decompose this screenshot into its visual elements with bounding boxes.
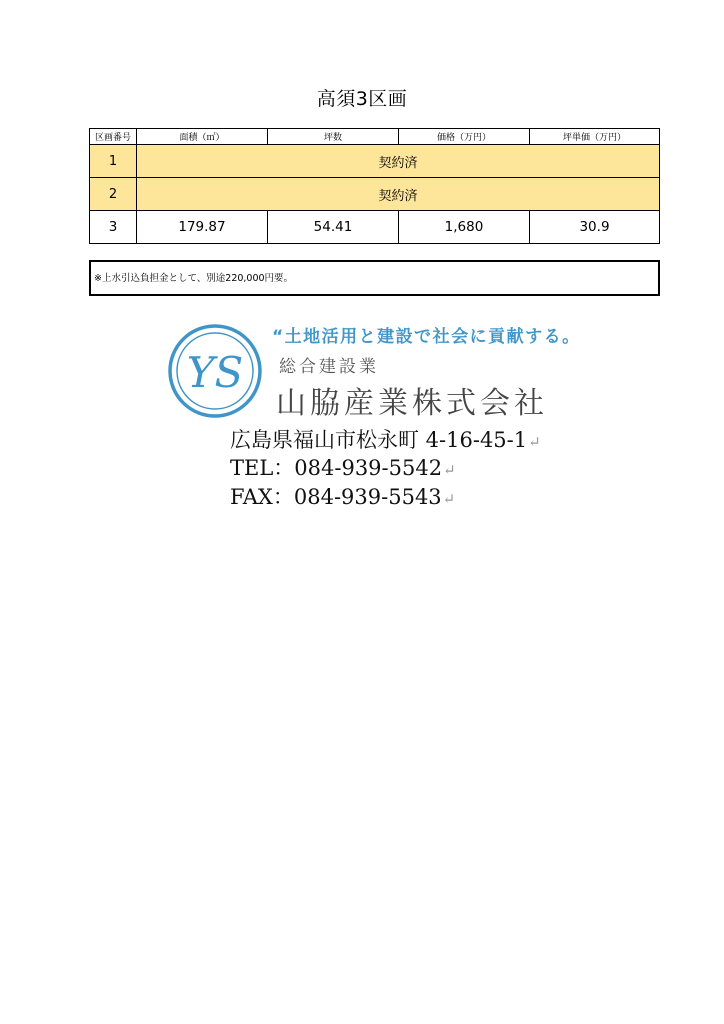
- company-name: 山脇産業株式会社: [276, 386, 548, 421]
- table-row: [90, 211, 660, 244]
- table-header-row: [90, 129, 660, 145]
- header-unit-price: 坪単価（万円）: [530, 129, 660, 145]
- header-tsubo: 坪数: [268, 129, 399, 145]
- logo-letters: YS: [186, 348, 244, 397]
- table-row: [90, 145, 660, 178]
- company-fax: FAX：084-939-5543: [230, 485, 442, 509]
- header-price: 価格（万円）: [399, 129, 530, 145]
- table-row: [90, 178, 660, 211]
- lot-tsubo: 54.41: [268, 211, 399, 244]
- company-fax-line: [230, 481, 455, 511]
- lot-number: 1: [90, 145, 137, 178]
- header-lot-number: 区画番号: [90, 129, 137, 145]
- header-area: 面積（㎡）: [137, 129, 268, 145]
- company-address-line: [230, 424, 541, 454]
- page-title: 高須3区画: [316, 88, 408, 110]
- lot-number: 3: [90, 211, 137, 244]
- lot-status: 契約済: [137, 145, 660, 178]
- return-mark-icon: ↵: [443, 461, 456, 479]
- return-mark-icon: ↵: [528, 433, 541, 451]
- lot-area: 179.87: [137, 211, 268, 244]
- note-box: [89, 260, 660, 296]
- lot-price: 1,680: [399, 211, 530, 244]
- lot-number: 2: [90, 178, 137, 211]
- company-logo-icon: [167, 323, 263, 419]
- lot-status: 契約済: [137, 178, 660, 211]
- note-text: ※上水引込負担金として、別途220,000円要。: [94, 273, 294, 284]
- company-type: 総合建設業: [279, 357, 379, 377]
- return-mark-icon: ↵: [442, 490, 456, 508]
- lot-table: [89, 128, 660, 244]
- company-tel: TEL：084-939-5542: [230, 456, 443, 480]
- company-tel-line: [230, 452, 456, 482]
- lot-unit-price: 30.9: [530, 211, 660, 244]
- company-slogan: “土地活用と建設で社会に貢献する。: [272, 327, 581, 347]
- company-address: 広島県福山市松永町 4-16-45-1: [230, 428, 528, 452]
